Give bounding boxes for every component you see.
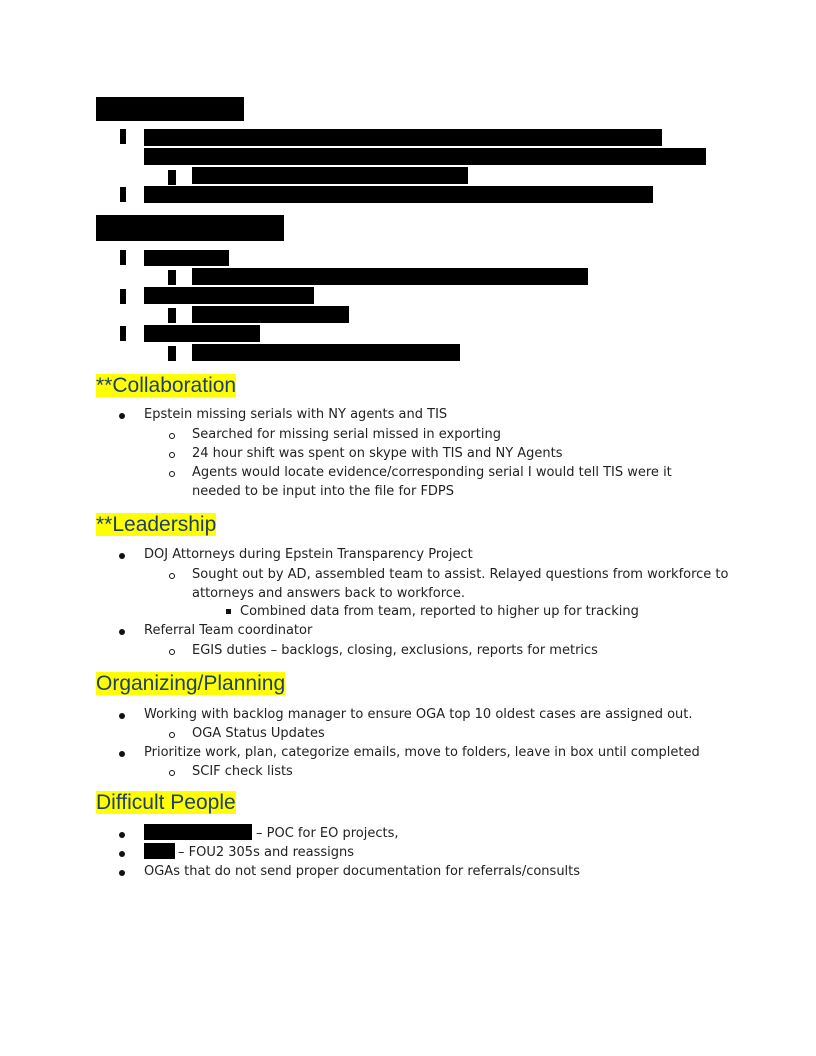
list-subitem: Searched for missing serial missed in exporting: [192, 427, 501, 442]
list-item: Working with backlog manager to ensure OGA top 10 oldest cases are assigned out.: [144, 707, 693, 722]
bullet-icon: [119, 851, 125, 857]
list-item: DOJ Attorneys during Epstein Transparency Project: [144, 547, 473, 562]
redacted-line: [192, 268, 588, 285]
redacted-line: [144, 287, 314, 304]
redacted-line: [144, 148, 706, 165]
redacted-bullet: [168, 308, 176, 323]
bullet-icon: [119, 832, 125, 838]
list-item: Referral Team coordinator: [144, 623, 313, 638]
redacted-name: [144, 824, 252, 840]
redacted-name: [144, 843, 175, 859]
bullet-icon: [119, 413, 125, 419]
sub-bullet-icon: [169, 649, 175, 655]
bullet-icon: [119, 629, 125, 635]
section-heading-difficult-people: Difficult People: [96, 791, 236, 814]
redacted-bullet: [120, 289, 126, 304]
redacted-bullet: [168, 270, 176, 285]
list-item: Prioritize work, plan, categorize emails, move to folders, leave in box until completed: [144, 745, 700, 760]
list-subsubitem: Combined data from team, reported to higher up for tracking: [240, 604, 639, 619]
list-subitem: Agents would locate evidence/corresponding serial I would tell TIS were it: [192, 465, 672, 480]
redacted-bullet: [168, 346, 176, 361]
sub-bullet-icon: [169, 452, 175, 458]
redacted-line: [144, 129, 662, 146]
list-subitem: EGIS duties – backlogs, closing, exclusions, reports for metrics: [192, 643, 598, 658]
redacted-line: [144, 250, 229, 266]
bullet-icon: [119, 870, 125, 876]
redacted-line: [192, 344, 460, 361]
section-heading-organizing: Organizing/Planning: [96, 672, 286, 695]
list-item: – POC for EO projects,: [256, 826, 399, 841]
sub-bullet-icon: [169, 471, 175, 477]
redacted-bullet: [120, 250, 126, 265]
square-bullet-icon: [226, 609, 231, 614]
sub-bullet-icon: [169, 732, 175, 738]
redacted-line: [192, 167, 468, 184]
bullet-icon: [119, 553, 125, 559]
list-subitem: Sought out by AD, assembled team to assist. Relayed questions from workforce to: [192, 567, 729, 582]
redacted-line: [144, 186, 653, 203]
list-subitem-cont: attorneys and answers back to workforce.: [192, 586, 466, 601]
redacted-heading-1: [96, 97, 244, 121]
list-subitem: OGA Status Updates: [192, 726, 325, 741]
list-subitem-cont: needed to be input into the file for FDPS: [192, 484, 455, 499]
section-heading-collaboration: **Collaboration: [96, 374, 237, 397]
sub-bullet-icon: [169, 573, 175, 579]
sub-bullet-icon: [169, 433, 175, 439]
bullet-icon: [119, 751, 125, 757]
list-subitem: 24 hour shift was spent on skype with TIS and NY Agents: [192, 446, 563, 461]
redacted-line: [192, 306, 349, 323]
bullet-icon: [119, 713, 125, 719]
list-item: Epstein missing serials with NY agents and TIS: [144, 407, 448, 422]
redacted-line: [144, 325, 260, 342]
redacted-bullet: [120, 326, 126, 341]
list-item: OGAs that do not send proper documentation for referrals/consults: [144, 864, 581, 879]
redacted-bullet: [168, 170, 176, 185]
redacted-bullet: [120, 187, 126, 202]
redacted-heading-2: [96, 215, 284, 241]
sub-bullet-icon: [169, 770, 175, 776]
redacted-bullet: [120, 129, 126, 144]
section-heading-leadership: **Leadership: [96, 513, 217, 536]
list-item: – FOU2 305s and reassigns: [178, 845, 355, 860]
list-subitem: SCIF check lists: [192, 764, 293, 779]
